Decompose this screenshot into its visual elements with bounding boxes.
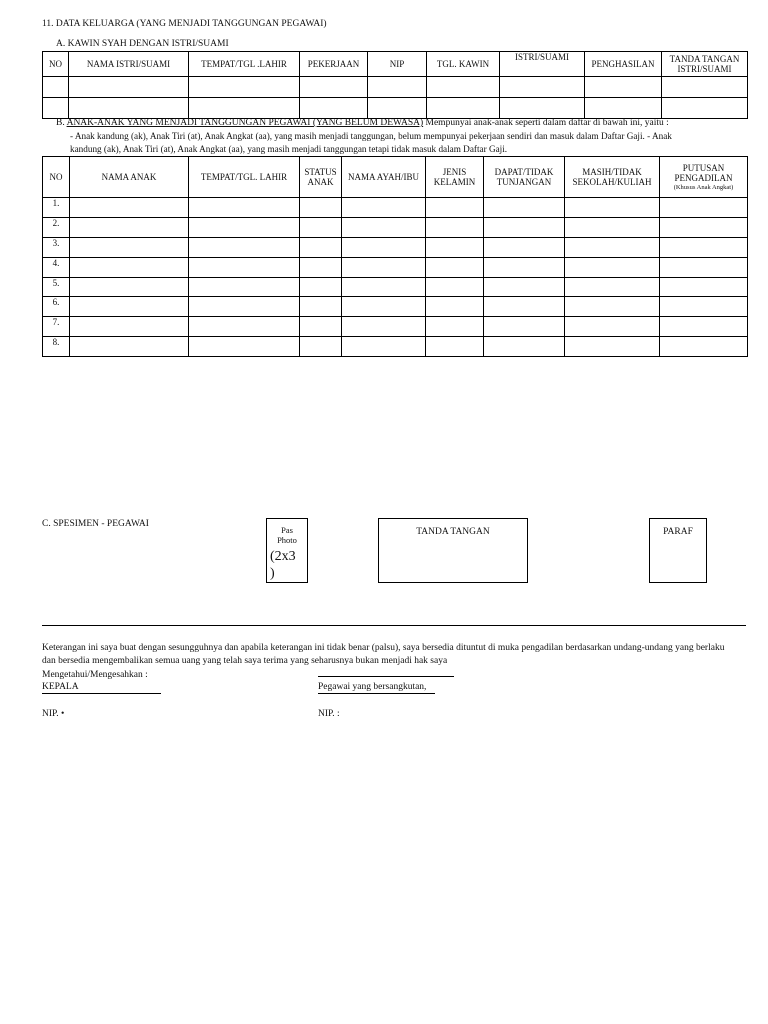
cell[interactable]	[189, 257, 300, 277]
cell[interactable]	[300, 337, 342, 357]
cell[interactable]	[484, 217, 565, 237]
col-gender: JENIS KELAMIN	[426, 157, 484, 198]
cell[interactable]	[189, 237, 300, 257]
cell[interactable]	[300, 198, 342, 218]
cell[interactable]	[426, 337, 484, 357]
cell[interactable]	[565, 237, 660, 257]
cell[interactable]	[69, 98, 189, 119]
table-row	[43, 337, 748, 357]
cell[interactable]	[426, 277, 484, 297]
cell[interactable]	[426, 317, 484, 337]
col-no: NO	[43, 52, 69, 77]
col-marriage-date: TGL. KAWIN	[427, 52, 500, 77]
cell[interactable]	[500, 77, 585, 98]
cell[interactable]	[70, 257, 189, 277]
head-signature-line	[42, 693, 161, 694]
cell[interactable]	[300, 317, 342, 337]
cell[interactable]	[70, 277, 189, 297]
paraf-box[interactable]	[649, 518, 707, 583]
cell[interactable]	[660, 217, 748, 237]
cell[interactable]	[189, 198, 300, 218]
head-label: KEPALA	[42, 682, 79, 692]
cell[interactable]	[70, 217, 189, 237]
cell[interactable]	[70, 297, 189, 317]
cell[interactable]	[300, 217, 342, 237]
cell[interactable]	[484, 198, 565, 218]
cell[interactable]	[484, 337, 565, 357]
cell[interactable]	[484, 297, 565, 317]
cell[interactable]	[660, 198, 748, 218]
col-income: PENGHASILAN	[585, 52, 662, 77]
col-no: NO	[43, 157, 70, 198]
col-court-decision	[660, 157, 748, 198]
children-table	[42, 156, 748, 357]
row-number: 3.	[43, 237, 70, 257]
spouse-table	[42, 51, 748, 119]
cell[interactable]	[585, 98, 662, 119]
cell[interactable]	[565, 257, 660, 277]
col-birth: TEMPAT/TGL. LAHIR	[189, 157, 300, 198]
col-child-status: STATUS ANAK	[300, 157, 342, 198]
section-c-title: C. SPESIMEN - PEGAWAI	[42, 519, 149, 529]
cell[interactable]	[300, 98, 368, 119]
col-birth: TEMPAT/TGL .LAHIR	[189, 52, 300, 77]
court-decision-label: PUTUSAN PENGADILAN	[674, 162, 733, 183]
employee-signature-line	[318, 693, 435, 694]
cell[interactable]	[342, 337, 426, 357]
cell[interactable]	[189, 98, 300, 119]
row-number: 1.	[43, 198, 70, 218]
approved-label: Mengetahui/Mengesahkan :	[42, 670, 148, 680]
col-child-name: NAMA ANAK	[70, 157, 189, 198]
col-spouse-name: NAMA ISTRI/SUAMI	[69, 52, 189, 77]
paraf-label: PARAF	[663, 527, 693, 537]
section-b-title-rest: Mempunyai anak-anak seperti dalam daftar di bawah ini, yaitu :	[423, 118, 669, 128]
cell[interactable]	[426, 257, 484, 277]
table-row	[43, 217, 748, 237]
table-row	[43, 98, 748, 119]
table-row	[43, 297, 748, 317]
cell[interactable]	[300, 77, 368, 98]
cell[interactable]	[426, 198, 484, 218]
row-number: 2.	[43, 217, 70, 237]
cell[interactable]	[342, 297, 426, 317]
cell[interactable]	[426, 217, 484, 237]
cell[interactable]	[189, 317, 300, 337]
cell[interactable]	[426, 237, 484, 257]
cell[interactable]	[70, 317, 189, 337]
table-row	[43, 198, 748, 218]
cell[interactable]	[427, 77, 500, 98]
cell[interactable]	[342, 198, 426, 218]
section-b-title	[56, 117, 669, 129]
section-b-desc-line1: - Anak kandung (ak), Anak Tiri (at), Anak Angkat (aa), yang masih menjadi tanggungan, belum mempunyai pekerjaan sendiri dan masuk dalam Daftar Gaji. - Anak	[70, 131, 672, 141]
children-rows	[43, 198, 748, 357]
court-decision-note: (Khusus Anak Angkat)	[673, 183, 734, 191]
cell[interactable]	[662, 98, 748, 119]
nip-employee: NIP. :	[318, 709, 340, 719]
row-number: 7.	[43, 317, 70, 337]
cell[interactable]	[660, 237, 748, 257]
col-schooling: MASIH/TIDAK SEKOLAH/KULIAH	[565, 157, 660, 198]
cell[interactable]	[189, 217, 300, 237]
cell[interactable]	[484, 237, 565, 257]
cell[interactable]	[189, 77, 300, 98]
signature-label: TANDA TANGAN	[416, 527, 490, 537]
cell[interactable]	[300, 257, 342, 277]
cell[interactable]	[484, 277, 565, 297]
table-row	[43, 237, 748, 257]
nip-head: NIP. •	[42, 709, 65, 719]
photo-size: (2x3 )	[270, 549, 296, 581]
table-row	[43, 277, 748, 297]
cell[interactable]	[300, 297, 342, 317]
cell[interactable]	[500, 98, 585, 119]
col-spouse-signature: TANDA TANGAN ISTRI/SUAMI	[662, 52, 748, 77]
cell[interactable]	[426, 297, 484, 317]
table-row	[43, 257, 748, 277]
signature-box[interactable]	[378, 518, 528, 583]
statement-text: Keterangan ini saya buat dengan sesungguhnya dan apabila keterangan ini tidak benar (palsu), saya bersedia dituntut di muka pengadilan berdasarkan undang-undang yang berlaku dan bersedia mengembalikan semua uang yang telah saya terima yang seharusnya bukan menjadi hak saya	[42, 643, 725, 666]
row-number: 8.	[43, 337, 70, 357]
table-row	[43, 77, 748, 98]
section-b-prefix: B.	[56, 118, 65, 128]
cell[interactable]	[484, 257, 565, 277]
divider	[42, 625, 746, 626]
cell[interactable]	[660, 337, 748, 357]
cell[interactable]	[660, 277, 748, 297]
col-job: PEKERJAAN	[300, 52, 368, 77]
col-parent-name: NAMA AYAH/IBU	[342, 157, 426, 198]
cell[interactable]	[43, 77, 69, 98]
cell[interactable]	[368, 98, 427, 119]
cell[interactable]	[342, 277, 426, 297]
cell[interactable]	[565, 317, 660, 337]
cell[interactable]	[342, 317, 426, 337]
cell[interactable]	[368, 77, 427, 98]
cell[interactable]	[189, 277, 300, 297]
section-title: 11. DATA KELUARGA (YANG MENJADI TANGGUNGAN PEGAWAI)	[42, 19, 327, 29]
cell[interactable]	[660, 317, 748, 337]
row-number: 5.	[43, 277, 70, 297]
col-spouse-order: ISTRI/SUAMI	[500, 52, 585, 77]
cell[interactable]	[70, 337, 189, 357]
divider	[318, 676, 454, 677]
employee-label: Pegawai yang bersangkutan,	[318, 682, 427, 692]
cell[interactable]	[342, 217, 426, 237]
col-nip: NIP	[368, 52, 427, 77]
cell[interactable]	[69, 77, 189, 98]
cell[interactable]	[565, 337, 660, 357]
cell[interactable]	[342, 257, 426, 277]
cell[interactable]	[484, 317, 565, 337]
cell[interactable]	[662, 77, 748, 98]
cell[interactable]	[585, 77, 662, 98]
photo-box[interactable]	[266, 518, 308, 583]
photo-label: Pas Photo	[277, 525, 297, 545]
section-a-title: A. KAWIN SYAH DENGAN ISTRI/SUAMI	[56, 39, 229, 49]
cell[interactable]	[427, 98, 500, 119]
cell[interactable]	[565, 217, 660, 237]
cell[interactable]	[660, 297, 748, 317]
cell[interactable]	[70, 237, 189, 257]
cell[interactable]	[43, 98, 69, 119]
col-allowance: DAPAT/TIDAK TUNJANGAN	[484, 157, 565, 198]
cell[interactable]	[189, 337, 300, 357]
cell[interactable]	[342, 237, 426, 257]
cell[interactable]	[300, 277, 342, 297]
section-b-desc-line2: kandung (ak), Anak Tiri (at), Anak Angkat (aa), yang masih menjadi tanggungan tetapi tidak masuk dalam Daftar Gaji.	[70, 144, 508, 154]
table-row	[43, 317, 748, 337]
cell[interactable]	[660, 257, 748, 277]
cell[interactable]	[565, 297, 660, 317]
cell[interactable]	[300, 237, 342, 257]
cell[interactable]	[565, 198, 660, 218]
cell[interactable]	[70, 198, 189, 218]
cell[interactable]	[565, 277, 660, 297]
section-b-underlined-title: ANAK-ANAK YANG MENJADI TANGGUNGAN PEGAWAI (YANG BELUM DEWASA)	[66, 118, 424, 128]
row-number: 4.	[43, 257, 70, 277]
row-number: 6.	[43, 297, 70, 317]
cell[interactable]	[189, 297, 300, 317]
